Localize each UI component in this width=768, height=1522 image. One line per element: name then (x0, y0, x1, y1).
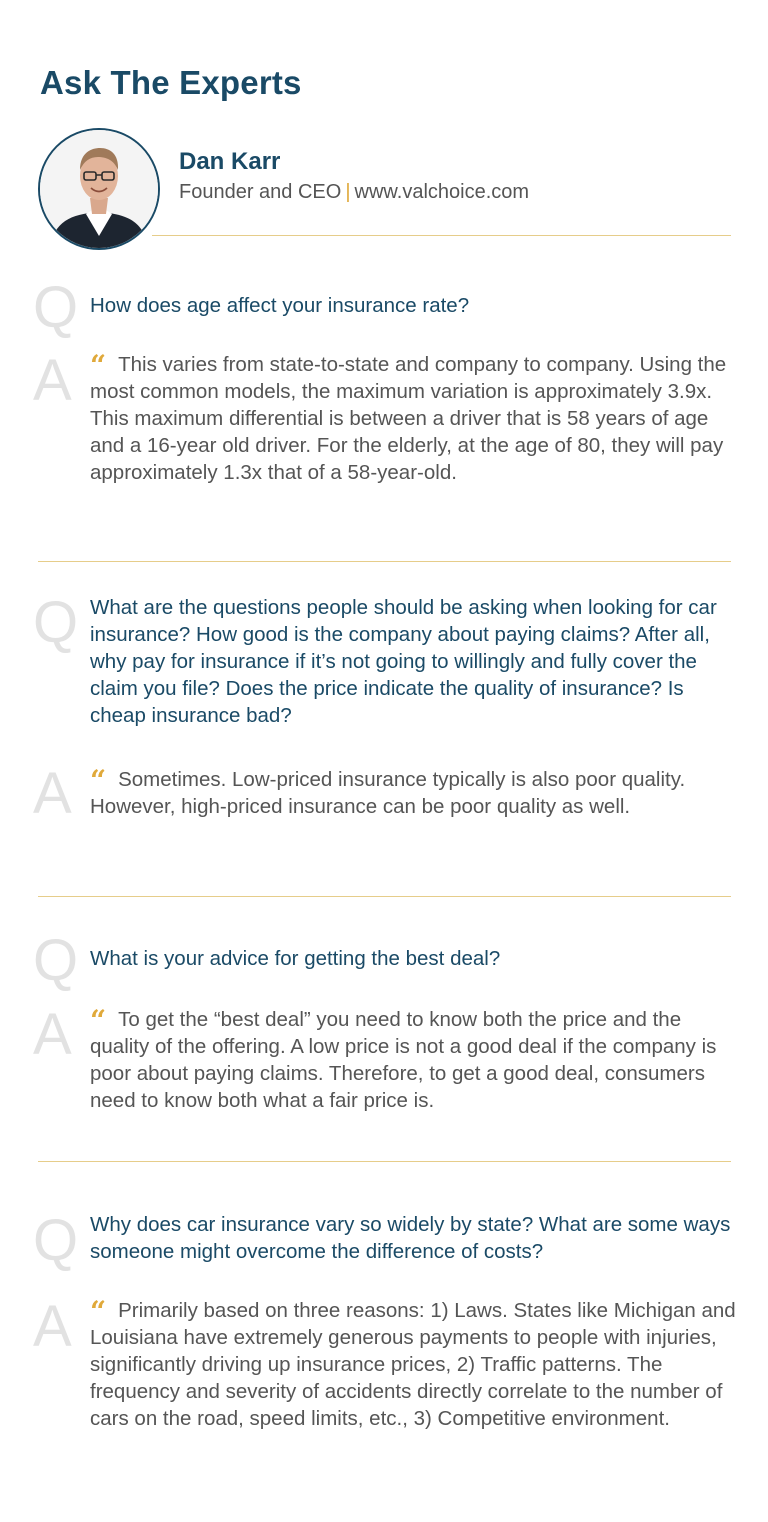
left-double-quote-icon: “ (90, 1004, 107, 1037)
answer-4 (90, 1297, 740, 1432)
expert-avatar (38, 128, 160, 250)
left-double-quote-icon: “ (90, 1295, 107, 1328)
a-marker: A (33, 1002, 72, 1067)
expert-website: www.valchoice.com (354, 181, 530, 203)
a-marker: A (33, 761, 72, 826)
answer-3-body: To get the “best deal” you need to know both the price and the quality of the offering. A low price is not a good deal if the company is poor about paying claims. Therefore, to get a good deal, consumers need to know both what a fair price is. (90, 1008, 717, 1112)
question-4: Why does car insurance vary so widely by state? What are some ways someone might overcome the difference of costs? (90, 1213, 731, 1263)
q-marker: Q (33, 275, 79, 340)
answer-1 (90, 351, 740, 486)
q-marker: Q (33, 928, 79, 993)
q-marker: Q (33, 1208, 79, 1273)
left-double-quote-icon: “ (90, 764, 107, 797)
answer-4-body: Primarily based on three reasons: 1) Laws. States like Michigan and Louisiana have extremely generous payments to people with injuries, significantly driving up insurance prices, 2) Traffic patterns. The frequency and severity of accidents directly correlate to the number of cars on the road, speed limits, etc., 3) Competitive environment. (90, 1299, 736, 1430)
section-divider (38, 1161, 731, 1162)
question-1: How does age affect your insurance rate? (90, 294, 470, 317)
left-double-quote-icon: “ (90, 349, 107, 382)
a-marker: A (33, 1294, 72, 1359)
expert-name: Dan Karr (179, 148, 281, 175)
answer-2 (90, 766, 740, 820)
q-marker: Q (33, 590, 79, 655)
question-2: What are the questions people should be asking when looking for car insurance? How good is the company about paying claims? After all, why pay for insurance if it’s not going to willingly and fully cover the claim you file? Does the price indicate the quality of insurance? Is cheap insurance bad? (90, 596, 717, 727)
question-3: What is your advice for getting the best deal? (90, 947, 501, 970)
section-divider (38, 896, 731, 897)
header-divider (152, 235, 731, 236)
answer-2-body: Sometimes. Low-priced insurance typically is also poor quality. However, high-priced insurance can be poor quality as well. (90, 768, 686, 818)
expert-role-line (179, 181, 529, 204)
role-separator: | (345, 181, 351, 203)
answer-3 (90, 1006, 740, 1114)
expert-role: Founder and CEO (179, 181, 342, 203)
a-marker: A (33, 348, 72, 413)
page-title: Ask The Experts (40, 64, 302, 101)
expert-portrait-image (40, 130, 158, 248)
answer-1-body: This varies from state-to-state and company to company. Using the most common models, the maximum variation is approximately 3.9x. This maximum differential is between a driver that is 58 years of age and a 16-year old driver. For the elderly, at the age of 80, they will pay approximately 1.3x that of a 58-year-old. (90, 353, 727, 484)
section-divider (38, 561, 731, 562)
